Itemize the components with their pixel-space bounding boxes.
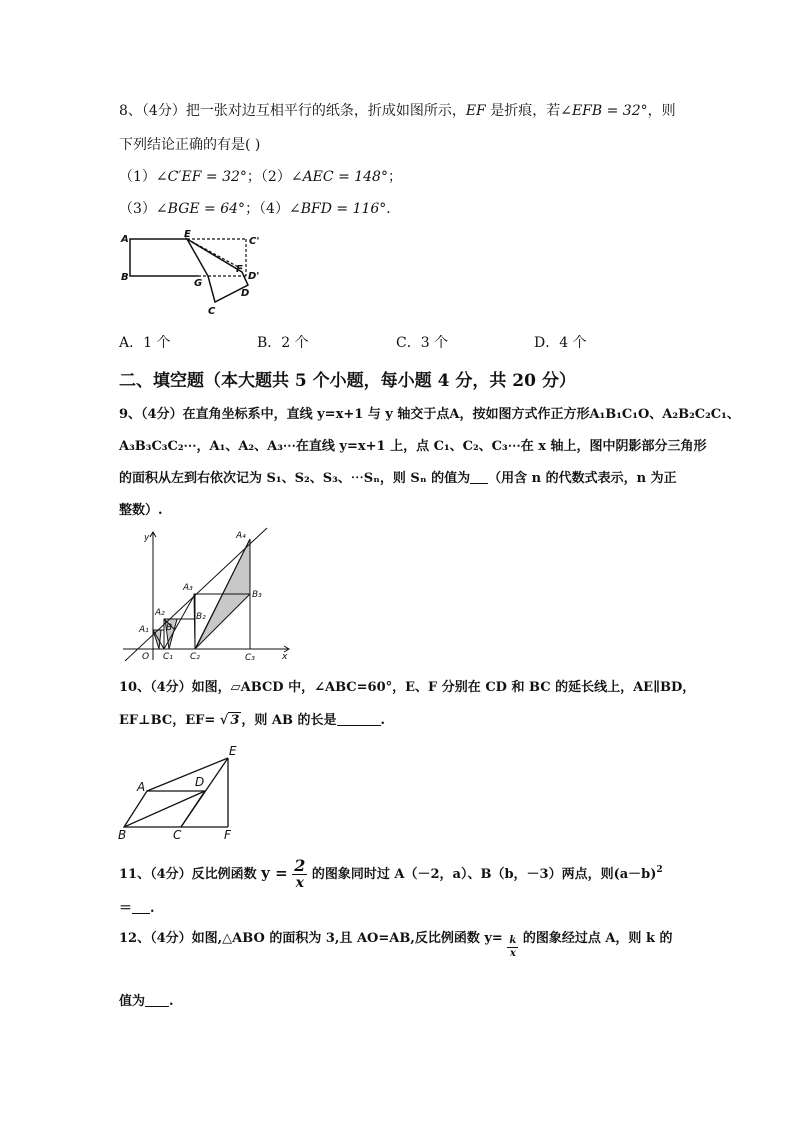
q8-c2: ∠AEC = 148° [290,169,388,185]
section-2-heading: 二、填空题（本大题共 5 个小题，每小题 4 分，共 20 分） [119,371,576,391]
q9-line1: 9、（4分）在直角坐标系中，直线 y=x+1 与 y 轴交于点A，按如图方式作正方形A₁B₁C₁O、A₂B₂C₂C₁、 [119,407,740,422]
q11-l2a: ＝ [119,901,133,916]
q9-label-y: y [144,533,150,543]
q8-label-f: F [236,264,243,275]
q8-label-a: A [121,234,129,245]
q10-label-b: B [118,828,127,841]
q8-stem-angle: ∠EFB = 32° [560,103,648,119]
q8-c4-label: ；（4） [245,201,289,217]
q10-line2b: ，则 AB 的长是 [241,713,337,728]
q10-label-a: A [137,780,146,794]
q9-label-b3: B₃ [252,590,262,600]
q8-option-d[interactable]: D．4 个 [534,335,587,351]
q9-label-a1: A₁ [139,625,149,635]
q8-choices-line2 [119,198,400,218]
q8-c1-label: （1） [119,169,156,185]
q9-label-a3: A₃ [183,583,193,593]
q12-answer-blank[interactable] [145,992,169,1007]
q10-line2 [119,709,385,728]
q8-c2-end: ； [387,169,402,185]
q8-figure [115,228,275,320]
q11-fraction [292,858,307,891]
q10-line2-end: . [380,713,386,728]
q11-den: x [295,875,304,891]
q9-line4: 整数）. [119,503,163,518]
q11-line1 [119,851,663,894]
q11-num: 2 [294,856,306,875]
q10-sqrt-radicand: 3 [230,713,240,728]
q12-l2a: 值为 [119,994,146,1009]
q11-l2b: . [150,901,155,916]
q8-stem-c: ，则 [647,103,676,119]
q8-label-c: C [208,306,216,317]
q8-c4-end: ． [386,201,401,217]
q8-strip-left [130,239,198,276]
q9-label-c1: C₁ [163,652,173,662]
q9-label-o: O [142,652,150,662]
q9-line3-text: 的面积从左到右依次记为 S₁、S₂、S₃、⋯Sₙ，则 Sₙ 的值为 [119,471,471,486]
q8-label-d: D [241,288,250,299]
q8-c2-label: ；（2） [246,169,291,185]
q10-label-c: C [173,828,182,841]
q12-l2b: . [169,994,174,1009]
q10-label-f: F [224,828,231,841]
q8-label-g: G [194,278,203,289]
q9-figure [117,526,297,666]
q12-num: k [509,935,517,946]
q12-a: 12、（4分）如图,△ABO 的面积为 3,且 AO=AB,反比例函数 y= [119,931,503,946]
q8-stem-line2: 下列结论正确的有是( ) [119,137,261,153]
q8-label-d1: D' [248,271,260,282]
q10-label-e: E [229,744,237,758]
q11-b: 的图象同时过 A（－2，a）、B（b，－3）两点，则(a－b) [307,867,657,882]
q10-ae [147,758,228,791]
q8-c1: ∠C′EF = 32° [155,169,247,185]
q8-c4: ∠BFD = 116° [288,201,387,217]
q10-sqrt: √ 3 [219,713,240,728]
q8-stem-ef: EF [465,103,486,119]
q10-label-d: D [195,775,205,789]
q8-option-c[interactable]: C．3 个 [396,335,449,351]
q8-label-c1: C' [249,236,260,247]
q8-option-b[interactable]: B．2 个 [257,335,309,351]
q9-label-c3: C₃ [245,653,255,663]
q10-line2a: EF⊥BC，EF= [119,713,216,728]
q10-line1: 10、（4分）如图，▱ABCD 中，∠ABC=60°，E、F 分别在 CD 和 BC 的延长线上，AE∥BD， [119,680,696,695]
q8-label-b: B [121,272,129,283]
q9-answer-blank[interactable] [470,469,488,484]
q9-label-c2: C₂ [190,652,200,662]
q10-answer-blank[interactable] [337,711,381,726]
q12-line1 [119,922,673,960]
q11-answer-blank[interactable] [132,899,150,914]
q9-label-a4: A₄ [236,531,246,541]
q12-fraction [507,935,518,960]
q8-c3-label: （3） [119,201,156,217]
q8-choices-line1 [119,166,402,186]
q12-line2 [119,990,174,1009]
q11-line2 [119,897,155,916]
q9-line2: A₃B₃C₃C₂⋯，A₁、A₂、A₃⋯在直线 y=x+1 上，点 C₁、C₂、C₃⋯在 x 轴上，图中阴影部分三角形 [119,439,707,454]
q8-c3: ∠BGE = 64° [155,201,246,217]
q10-ce [181,758,228,827]
q11-y: y = [261,864,288,882]
q8-label-e: E [184,229,191,240]
q12-b: 的图象经过点 A，则 k 的 [518,931,673,946]
q11-a: 11、（4分）反比例函数 [119,867,262,882]
q8-stem-a: 8、（4分）把一张对边互相平行的纸条，折成如图所示， [119,103,466,119]
q9-line3 [119,467,677,486]
q8-option-a[interactable]: A．1 个 [119,335,171,351]
q9-label-b1: B [166,623,173,633]
q9-line3-end: （用含 n 的代数式表示，n 为正 [488,471,677,486]
q9-label-b2: B₂ [196,612,206,622]
q8-stem-line1 [119,100,676,120]
q8-stem-b: 是折痕，若 [485,103,561,119]
q9-label-x: x [282,652,288,662]
q11-exp: 2 [656,865,663,875]
q10-figure [115,743,250,841]
q12-den: x [509,948,516,959]
q9-label-a2: A₂ [155,608,165,618]
